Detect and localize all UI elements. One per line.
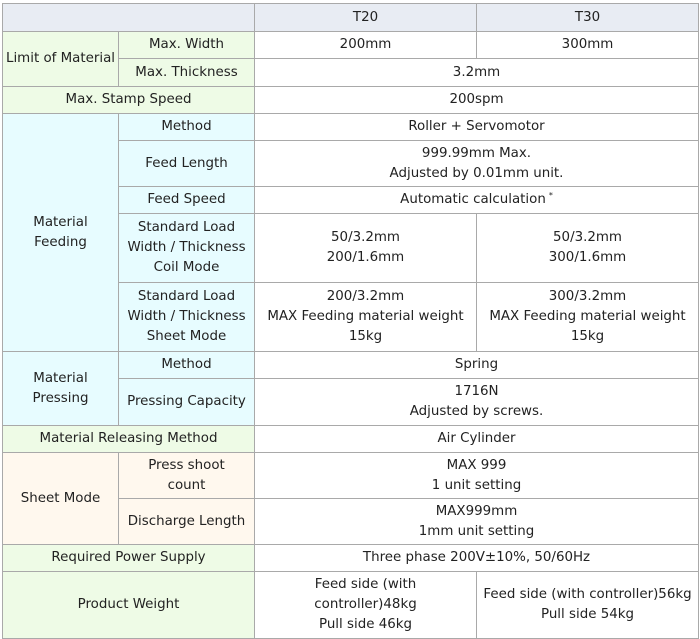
discharge-line2: 1mm unit setting [418,523,535,539]
product-weight-t20 [255,572,477,639]
sheet-mode-load-t30-line2: MAX Feeding material weight [489,309,686,324]
discharge-line1: MAX999mm [435,503,518,519]
power-supply-label: Required Power Supply [3,545,255,572]
sheet-mode-load-label-line3: Sheet Mode [146,329,227,344]
feed-speed-text: Automatic calculation [400,192,546,207]
feed-length-line1: 999.99mm Max. [421,145,532,161]
pressing-method-label: Method [119,352,255,379]
sheet-mode-load-t30-line3: 15kg [570,329,605,344]
feeding-method-label: Method [119,114,255,141]
stamp-speed-row [3,87,699,114]
feed-length-value [255,141,699,187]
max-width-row [3,32,699,59]
feed-speed-label: Feed Speed [119,187,255,214]
coil-mode-t30-line2: 300/1.6mm [548,250,627,265]
discharge-value [255,499,699,545]
product-weight-t30-line2: Pull side 54kg [540,607,634,622]
coil-mode-t20 [255,214,477,283]
header-t30: T30 [477,4,699,32]
pressing-capacity-line1: 1716N [454,384,499,399]
material-pressing-label-line2: Pressing [32,390,89,406]
feeding-method-value: Roller + Servomotor [255,114,699,141]
coil-mode-t30 [477,214,699,283]
coil-mode-t30-line1: 50/3.2mm [553,230,622,245]
feed-length-label: Feed Length [119,141,255,187]
product-weight-t30 [477,572,699,639]
sheet-mode-load-t20-line2: MAX Feeding material weight [267,309,464,324]
press-shoot-line2: 1 unit setting [431,477,522,493]
max-thickness-label: Max. Thickness [119,59,255,87]
material-feeding-label-line1: Material [33,214,88,230]
sheet-mode-load-label [119,283,255,352]
power-supply-value: Three phase 200V±10%, 50/60Hz [255,545,699,572]
press-shoot-label-line1: Press shoot [148,457,225,473]
press-shoot-value [255,453,699,499]
stamp-speed-label: Max. Stamp Speed [3,87,255,114]
press-shoot-row [3,453,699,499]
limit-of-material-label: Limit of Material [3,32,119,87]
releasing-value: Air Cylinder [255,426,699,453]
max-width-t20: 200mm [255,32,477,59]
coil-mode-label-line2: Width / Thickness [127,240,246,255]
coil-mode-label-line3: Coil Mode [153,260,220,275]
feed-speed-note-mark: * [548,190,553,200]
material-pressing-label [3,352,119,426]
material-feeding-label [3,114,119,352]
product-weight-t20-line1: Feed side (with [314,577,417,592]
pressing-method-value: Spring [255,352,699,379]
product-weight-t30-line1: Feed side (with controller)56kg [483,587,692,602]
releasing-label: Material Releasing Method [3,426,255,453]
releasing-row [3,426,699,453]
press-shoot-line1: MAX 999 [446,457,507,473]
sheet-mode-load-label-line2: Width / Thickness [127,309,246,324]
max-width-t30: 300mm [477,32,699,59]
feeding-method-row [3,114,699,141]
sheet-mode-load-t20 [255,283,477,352]
sheet-mode-load-t30 [477,283,699,352]
sheet-mode-load-label-line1: Standard Load [137,289,236,304]
coil-mode-t20-line1: 50/3.2mm [331,230,400,245]
material-feeding-label-line2: Feeding [34,234,87,250]
material-pressing-label-line1: Material [33,370,88,386]
sheet-mode-label: Sheet Mode [3,453,119,545]
coil-mode-label [119,214,255,283]
header-row [3,4,699,32]
product-weight-row [3,572,699,639]
product-weight-label: Product Weight [3,572,255,639]
header-t20: T20 [255,4,477,32]
coil-mode-t20-line2: 200/1.6mm [326,250,405,265]
header-blank-cell [3,4,255,32]
feed-speed-value [255,187,699,214]
spec-table [2,3,699,639]
sheet-mode-load-t30-line1: 300/3.2mm [548,289,627,304]
power-supply-row [3,545,699,572]
discharge-label: Discharge Length [119,499,255,545]
product-weight-t20-line2: controller)48kg [314,597,417,612]
sheet-mode-load-t20-line3: 15kg [348,329,383,344]
stamp-speed-value: 200spm [255,87,699,114]
pressing-method-row [3,352,699,379]
pressing-capacity-label: Pressing Capacity [119,379,255,426]
feed-length-line2: Adjusted by 0.01mm unit. [389,165,564,181]
max-thickness-value: 3.2mm [255,59,699,87]
product-weight-t20-line3: Pull side 46kg [318,617,412,632]
coil-mode-label-line1: Standard Load [137,220,236,235]
press-shoot-label-line2: count [167,477,206,493]
pressing-capacity-value [255,379,699,426]
press-shoot-label [119,453,255,499]
sheet-mode-load-t20-line1: 200/3.2mm [326,289,405,304]
pressing-capacity-line2: Adjusted by screws. [409,404,544,419]
max-width-label: Max. Width [119,32,255,59]
